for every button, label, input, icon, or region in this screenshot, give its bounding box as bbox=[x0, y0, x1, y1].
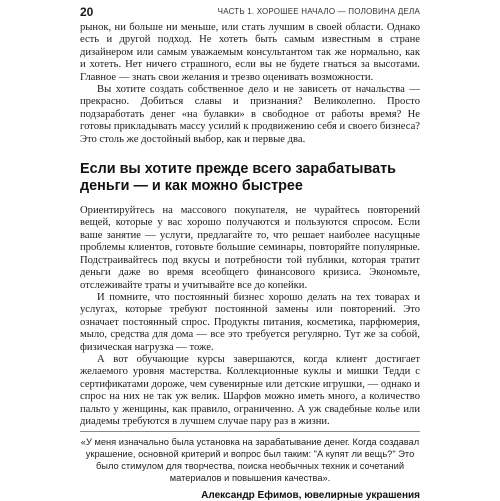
paragraph: А вот обучающие курсы завершаются, когда клиент достигает желаемого уровня мастерства. Коллекционные куклы и мишки Тедди с сертификатами дороже, чем сувенирные или детские игрушки, — однако и спрос на них не так уж велик. Шарфов можно иметь много, а количество пальто у женщины, как правило, ограниченно. А уж свадебные колье или диадемы требуются в лучшем случае пару раз в жизни. bbox=[80, 353, 420, 427]
pull-quote: «У меня изначально была установка на зарабатывание денег. Когда создавал украшение, основной критерий и вопрос был таким: "А купят ли вещь?" Это было стимулом для творчества, поиска необычных техник и сочетаний материалов и повышения качества». bbox=[80, 437, 420, 484]
quote-divider bbox=[80, 431, 420, 432]
section-heading: Если вы хотите прежде всего зарабатывать деньги — и как можно быстрее bbox=[80, 161, 397, 195]
paragraph: рынок, ни больше ни меньше, или стать лучшим в своей области. Однако есть и другой подход. Не хотеть быть самым известным в стране дизайнером или самым уважаемым консультантом так же нормально, как и хотеть. Нет ничего страшного, если вы не будете гнаться за высотами. Главное — знать свои желания и трезво оценивать возможности. bbox=[80, 22, 420, 83]
running-head: ЧАСТЬ 1. ХОРОШЕЕ НАЧАЛО — ПОЛОВИНА ДЕЛА bbox=[217, 7, 420, 16]
page-header bbox=[80, 7, 420, 21]
quote-attribution: Александр Ефимов, ювелирные украшения bbox=[201, 490, 420, 501]
paragraph: Вы хотите создать собственное дело и не зависеть от начальства — прекрасно. Добиться славы и признания? Великолепно. Просто подзаработать денег «на булавки» в свободное от работы время? Не готовы прикладывать массу усилий к продвижению себя и своего бизнеса? Это столь же достойный выбор, как и первые два. bbox=[80, 84, 420, 145]
paragraph: И помните, что постоянный бизнес хорошо делать на тех товарах и услугах, которые требуют постоянной замены или повторений. Это означает постоянный спрос. Продукты питания, косметика, парфюмерия, мыло, средства для дома — все это требуется регулярно. Тут же за собой, физическая нагрузка — тоже. bbox=[80, 291, 420, 353]
page-body bbox=[80, 22, 420, 501]
page-number: 20 bbox=[80, 5, 94, 19]
paragraph: Ориентируйтесь на массового покупателя, не чурайтесь повторений вещей, которые у вас хорошо получаются и пользуются спросом. Если ваше занятие — услуги, предлагайте то, что решает наиболее насущные проблемы клиентов, готовьте большие семинары, повторяйте популярные. Подстраивайтесь под вкусы и потребности той публики, которая тратит деньги даже во время всеобщего финансового кризиса. Экономьте, отслеживайте траты и учитывайте все до копейки. bbox=[80, 205, 420, 291]
